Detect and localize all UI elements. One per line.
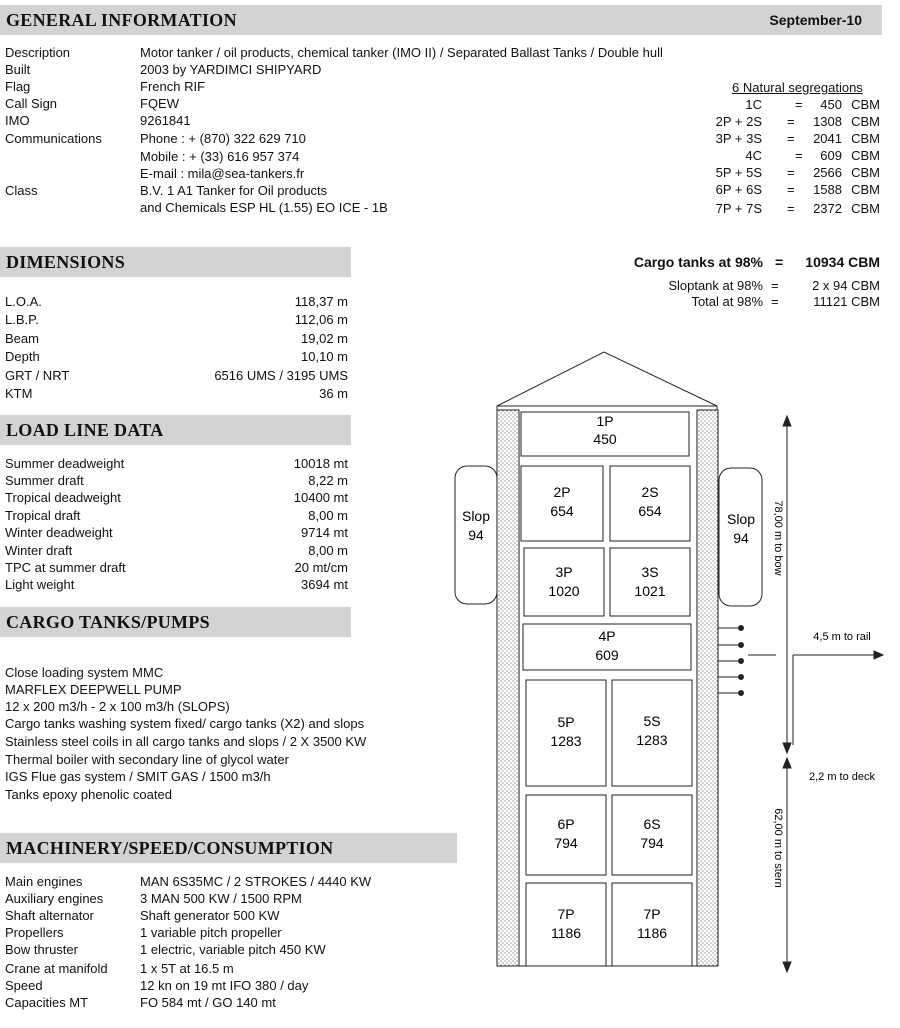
slop-capacity-label: Sloptank at 98% <box>668 278 763 293</box>
tank-name: 5S <box>643 713 661 729</box>
cargo-line: Thermal boiler with secondary line of glycol water <box>5 752 289 767</box>
tank-value: 609 <box>595 647 619 663</box>
section-title: CARGO TANKS/PUMPS <box>6 612 210 632</box>
tank-name: 7P <box>643 906 661 922</box>
cargo-line: Tanks epoxy phenolic coated <box>5 787 172 802</box>
port-ballast-wall <box>497 410 519 966</box>
load-line-value: 10018 mt <box>293 456 348 471</box>
load-line-value: 3694 mt <box>301 577 348 592</box>
info-value: French RIF <box>140 79 206 94</box>
tank-5s <box>612 680 692 786</box>
tank-name: 4P <box>598 628 616 644</box>
seg-value: 2566 <box>813 165 842 180</box>
document-date: September-10 <box>769 12 862 28</box>
cargo-capacity-value: 10934 CBM <box>805 254 880 270</box>
slop-tank-port <box>455 466 497 604</box>
tank-value: 1186 <box>636 925 668 941</box>
machinery-label: Propellers <box>5 925 64 940</box>
seg-unit: CBM <box>851 97 880 112</box>
slop-value: 94 <box>733 530 749 546</box>
total-capacity-value: 11121 CBM <box>813 294 880 309</box>
bow-distance-label: 78,00 m to bow <box>772 500 784 576</box>
tank-7p <box>526 883 606 966</box>
info-value: Motor tanker / oil products, chemical tanker (IMO II) / Separated Ballast Tanks / Double hull <box>140 45 663 60</box>
load-line-label: Light weight <box>5 577 75 592</box>
dimension-label: L.O.A. <box>5 294 42 309</box>
slop-name: Slop <box>726 511 756 527</box>
seg-tank: 2P + 2S <box>715 114 762 129</box>
seg-value: 609 <box>820 148 842 163</box>
tank-value: 794 <box>640 835 664 851</box>
load-line-value: 8,00 m <box>308 543 348 558</box>
tank-name: 5P <box>557 714 575 730</box>
load-line-value: 9714 mt <box>301 525 348 540</box>
info-value: 2003 by YARDIMCI SHIPYARD <box>140 62 322 77</box>
slop-name: Slop <box>461 508 491 524</box>
cargo-capacity-label: Cargo tanks at 98% <box>633 254 763 270</box>
bow-distance-arrow <box>783 416 791 753</box>
machinery-label: Speed <box>5 978 43 993</box>
dimension-label: KTM <box>5 386 33 401</box>
seg-tank: 1C <box>745 97 762 112</box>
tank-name: 1P <box>596 413 614 429</box>
seg-eq: = <box>787 114 795 129</box>
tank-value: 654 <box>638 503 662 519</box>
dimension-value: 6516 UMS / 3195 UMS <box>214 368 348 383</box>
info-value: and Chemicals ESP HL (1.55) EO ICE - 1B <box>140 200 388 215</box>
seg-eq: = <box>787 182 795 197</box>
dimension-value: 36 m <box>319 386 348 401</box>
load-line-label: Summer draft <box>5 473 84 488</box>
machinery-value: FO 584 mt / GO 140 mt <box>140 995 276 1010</box>
seg-value: 1308 <box>813 114 842 129</box>
tank-value: 1283 <box>636 732 668 748</box>
machinery-label: Bow thruster <box>5 942 78 957</box>
seg-eq: = <box>787 165 795 180</box>
slop-capacity-eq: = <box>771 278 779 293</box>
rail-distance-label: 4,5 m to rail <box>813 631 871 643</box>
seg-value: 450 <box>820 97 842 112</box>
load-line-label: Winter draft <box>5 543 73 558</box>
machinery-label: Shaft alternator <box>5 908 94 923</box>
info-value: 9261841 <box>140 113 191 128</box>
load-line-label: Winter deadweight <box>5 525 113 540</box>
tank-name: 6P <box>557 816 575 832</box>
load-line-label: Summer deadweight <box>5 456 125 471</box>
load-line-label: Tropical deadweight <box>5 490 121 505</box>
bow-outline <box>497 352 717 406</box>
info-label: IMO <box>5 113 30 128</box>
tank-value: 1020 <box>548 583 580 599</box>
cargo-capacity-eq: = <box>775 254 784 270</box>
tank-2s <box>610 466 690 541</box>
info-label: Call Sign <box>5 96 58 111</box>
tank-1p <box>521 412 689 456</box>
seg-unit: CBM <box>851 148 880 163</box>
tank-name: 6S <box>643 816 661 832</box>
section-title: GENERAL INFORMATION <box>6 10 237 30</box>
tank-name: 2S <box>641 484 659 500</box>
tank-value: 1283 <box>550 733 582 749</box>
seg-tank: 7P + 7S <box>715 201 762 216</box>
seg-eq: = <box>787 201 795 216</box>
info-label: Class <box>5 183 38 198</box>
machinery-value: 12 kn on 19 mt IFO 380 / day <box>140 978 309 993</box>
tank-name: 3P <box>555 564 573 580</box>
tank-value: 1186 <box>550 925 582 941</box>
tank-value: 654 <box>550 503 574 519</box>
seg-unit: CBM <box>851 165 880 180</box>
seg-value: 2041 <box>813 131 842 146</box>
info-value: Phone : + (870) 322 629 710 <box>140 131 306 146</box>
slop-value: 94 <box>468 527 484 543</box>
section-title: LOAD LINE DATA <box>6 420 164 440</box>
tank-3s <box>610 548 690 616</box>
info-label: Flag <box>5 79 31 94</box>
cargo-line: Close loading system MMC <box>5 665 164 680</box>
machinery-label: Capacities MT <box>5 995 89 1010</box>
seg-tank: 4C <box>745 148 762 163</box>
load-line-label: TPC at summer draft <box>5 560 126 575</box>
info-value: E-mail : mila@sea-tankers.fr <box>140 166 305 181</box>
machinery-label: Crane at manifold <box>5 961 108 976</box>
tank-value: 794 <box>554 835 578 851</box>
tank-value: 450 <box>593 431 617 447</box>
tank-name: 3S <box>641 564 659 580</box>
seg-tank: 5P + 5S <box>715 165 762 180</box>
seg-tank: 3P + 3S <box>715 131 762 146</box>
dimension-value: 10,10 m <box>301 349 348 364</box>
dimension-value: 19,02 m <box>301 331 348 346</box>
dimension-label: Beam <box>5 331 39 346</box>
machinery-value: MAN 6S35MC / 2 STROKES / 4440 KW <box>140 874 372 889</box>
info-value: B.V. 1 A1 Tanker for Oil products <box>140 183 328 198</box>
dimension-label: L.B.P. <box>5 312 39 327</box>
cargo-line: MARFLEX DEEPWELL PUMP <box>5 682 182 697</box>
total-capacity-label: Total at 98% <box>691 294 763 309</box>
tank-name: 2P <box>553 484 571 500</box>
segregations-title: 6 Natural segregations <box>732 80 863 95</box>
tank-value: 1021 <box>634 583 666 599</box>
machinery-value: 1 x 5T at 16.5 m <box>140 961 234 976</box>
seg-unit: CBM <box>851 182 880 197</box>
seg-unit: CBM <box>851 131 880 146</box>
load-line-value: 20 mt/cm <box>294 560 348 575</box>
slop-tank-starboard <box>719 468 762 606</box>
tank-6s <box>612 795 692 875</box>
machinery-label: Main engines <box>5 874 83 889</box>
tank-3p <box>524 548 604 616</box>
dimension-label: GRT / NRT <box>5 368 70 383</box>
tank-7s <box>612 883 692 966</box>
cargo-line: 12 x 200 m3/h - 2 x 100 m3/h (SLOPS) <box>5 699 230 714</box>
info-label: Built <box>5 62 31 77</box>
machinery-value: 3 MAN 500 KW / 1500 RPM <box>140 891 302 906</box>
dimension-value: 118,37 m <box>294 294 348 309</box>
machinery-value: 1 electric, variable pitch 450 KW <box>140 942 326 957</box>
machinery-value: 1 variable pitch propeller <box>140 925 282 940</box>
info-label: Description <box>5 45 71 60</box>
seg-value: 1588 <box>813 182 842 197</box>
tank-6p <box>526 795 606 875</box>
machinery-label: Auxiliary engines <box>5 891 104 906</box>
manifold-connections <box>718 626 776 696</box>
load-line-value: 8,22 m <box>308 473 348 488</box>
tank-2p <box>521 466 603 541</box>
stern-distance-label: 62,00 m to stern <box>772 808 784 888</box>
seg-value: 2372 <box>813 201 842 216</box>
load-line-value: 8,00 m <box>308 508 348 523</box>
dimension-value: 112,06 m <box>294 312 348 327</box>
tank-name: 7P <box>557 906 575 922</box>
seg-tank: 6P + 6S <box>715 182 762 197</box>
section-title: DIMENSIONS <box>6 252 126 272</box>
seg-unit: CBM <box>851 201 880 216</box>
machinery-value: Shaft generator 500 KW <box>140 908 280 923</box>
seg-eq: = <box>795 148 803 163</box>
dimension-label: Depth <box>5 349 40 364</box>
info-value: Mobile : + (33) 616 957 374 <box>140 149 300 164</box>
seg-eq: = <box>795 97 803 112</box>
info-value: FQEW <box>140 96 179 111</box>
tank-5p <box>526 680 606 786</box>
tank-4p <box>523 624 691 670</box>
rail-distance-arrow <box>793 651 883 659</box>
info-label: Communications <box>5 131 102 146</box>
cargo-line: Cargo tanks washing system fixed/ cargo tanks (X2) and slops <box>5 716 365 731</box>
starboard-ballast-wall <box>697 410 718 966</box>
section-title: MACHINERY/SPEED/CONSUMPTION <box>6 838 334 858</box>
deck-distance-label: 2,2 m to deck <box>808 771 876 783</box>
load-line-value: 10400 mt <box>293 490 348 505</box>
cargo-line: IGS Flue gas system / SMIT GAS / 1500 m3/h <box>5 769 271 784</box>
cargo-line: Stainless steel coils in all cargo tanks and slops / 2 X 3500 KW <box>5 734 367 749</box>
seg-unit: CBM <box>851 114 880 129</box>
seg-eq: = <box>787 131 795 146</box>
load-line-label: Tropical draft <box>5 508 81 523</box>
slop-capacity-value: 2 x 94 CBM <box>812 278 880 293</box>
total-capacity-eq: = <box>771 294 779 309</box>
